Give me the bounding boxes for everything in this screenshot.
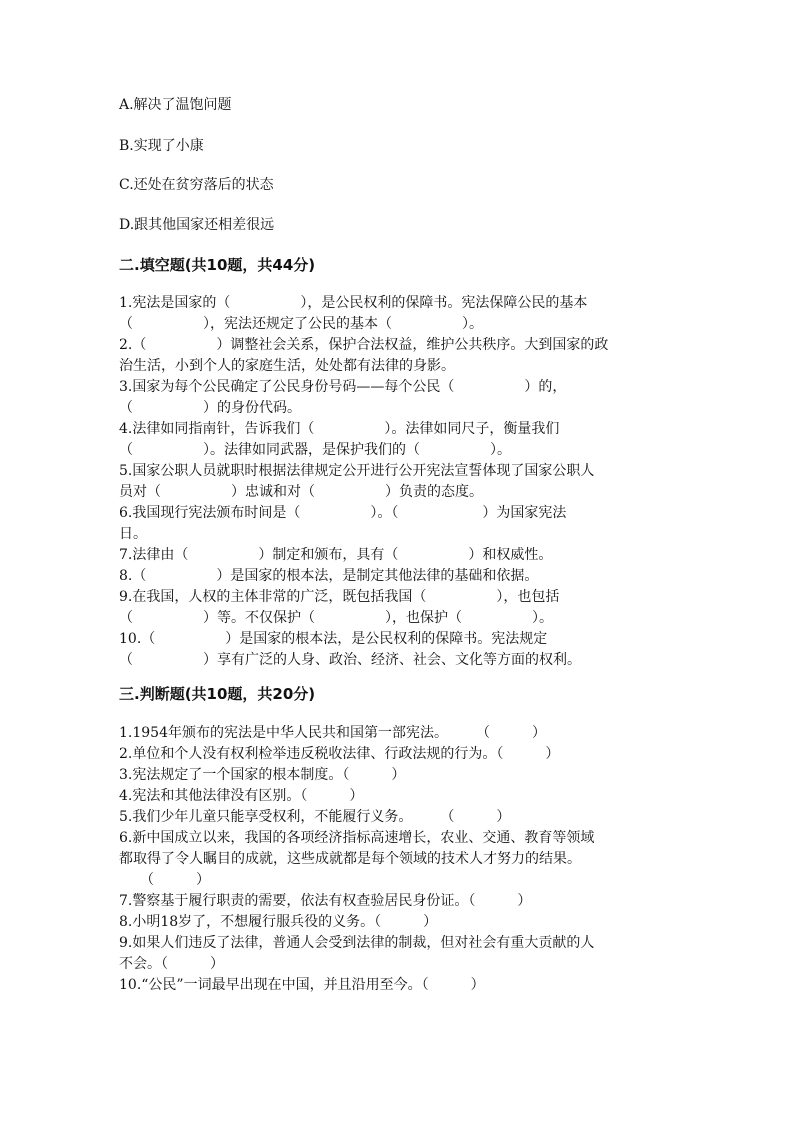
question-line: 1.宪法是国家的（ ），是公民权利的保障书。宪法保障公民的基本	[119, 295, 588, 311]
question-line: 6.我国现行宪法颁布时间是（ ）。（ ）为国家宪法	[119, 505, 567, 521]
question-line: 3.宪法规定了一个国家的根本制度。（ ）	[119, 767, 406, 783]
question-line: 2.单位和个人没有权利检举违反税收法律、行政法规的行为。（ ）	[119, 746, 560, 762]
question-line: 9.如果人们违反了法律，普通人会受到法律的制裁，但对社会有重大贡献的人	[119, 935, 595, 951]
question-line: 8.（ ）是国家的根本法，是制定其他法律的基础和依据。	[119, 568, 539, 584]
question-line: 4.法律如同指南针，告诉我们（ ）。法律如同尺子，衡量我们	[119, 421, 560, 437]
question-line: 10.（ ）是国家的根本法，是公民权利的保障书。宪法规定	[119, 631, 548, 647]
question-line: 5.国家公职人员就职时根据法律规定公开进行公开宪法宣誓体现了国家公职人	[119, 463, 595, 479]
question-line: （ ）	[119, 872, 210, 888]
question-line: （ ）等。不仅保护（ ），也保护（ ）。	[119, 610, 553, 626]
question-line: 9.在我国，人权的主体非常的广泛，既包括我国（ ），也包括	[119, 589, 560, 605]
question-line: 10.“公民”一词最早出现在中国，并且沿用至今。（ ）	[119, 977, 485, 993]
question-line: 7.警察基于履行职责的需要，依法有权查验居民身份证。（ ）	[119, 893, 532, 909]
question-line: 1.1954年颁布的宪法是中华人民共和国第一部宪法。 （ ）	[119, 725, 546, 741]
section-heading-true-false: 三.判断题(共10题，共20分)	[119, 685, 316, 703]
true-false-questions	[119, 723, 679, 996]
fill-blank-questions	[119, 293, 679, 671]
question-line: （ ）。法律如同武器，是保护我们的（ ）。	[119, 442, 511, 458]
question-line: 2.（ ）调整社会关系，保护合法权益，维护公共秩序。大到国家的政	[119, 337, 609, 353]
question-line: 员对（ ）忠诚和对（ ）负责的态度。	[119, 484, 483, 500]
section-heading-fill-blank: 二.填空题(共10题，共44分)	[119, 256, 316, 274]
question-line: 6.新中国成立以来，我国的各项经济指标高速增长，农业、交通、教育等领域	[119, 830, 595, 846]
question-line: 4.宪法和其他法律没有区别。（ ）	[119, 788, 364, 804]
question-line: 都取得了令人瞩目的成就，这些成就都是每个领域的技术人才努力的结果。	[119, 851, 581, 867]
option-b: B.实现了小康	[119, 138, 204, 154]
question-line: （ ），宪法还规定了公民的基本（ ）。	[119, 316, 483, 332]
question-line: 不会。（ ）	[119, 956, 224, 972]
option-c: C.还处在贫穷落后的状态	[119, 177, 274, 193]
question-line: （ ）享有广泛的人身、政治、经济、社会、文化等方面的权利。	[119, 652, 581, 668]
question-line: 5.我们少年儿童只能享受权利，不能履行义务。 （ ）	[119, 809, 511, 825]
question-line: 治生活，小到个人的家庭生活，处处都有法律的身影。	[119, 358, 455, 374]
question-line: 日。	[119, 526, 147, 542]
option-d: D.跟其他国家还相差很远	[119, 217, 275, 233]
question-line: 7.法律由（ ）制定和颁布，具有（ ）和权威性。	[119, 547, 553, 563]
option-a: A.解决了温饱问题	[119, 97, 232, 113]
question-line: （ ）的身份代码。	[119, 400, 301, 416]
question-line: 3.国家为每个公民确定了公民身份号码——每个公民（ ）的，	[119, 379, 567, 395]
question-line: 8.小明18岁了，不想履行服兵役的义务。（ ）	[119, 914, 438, 930]
